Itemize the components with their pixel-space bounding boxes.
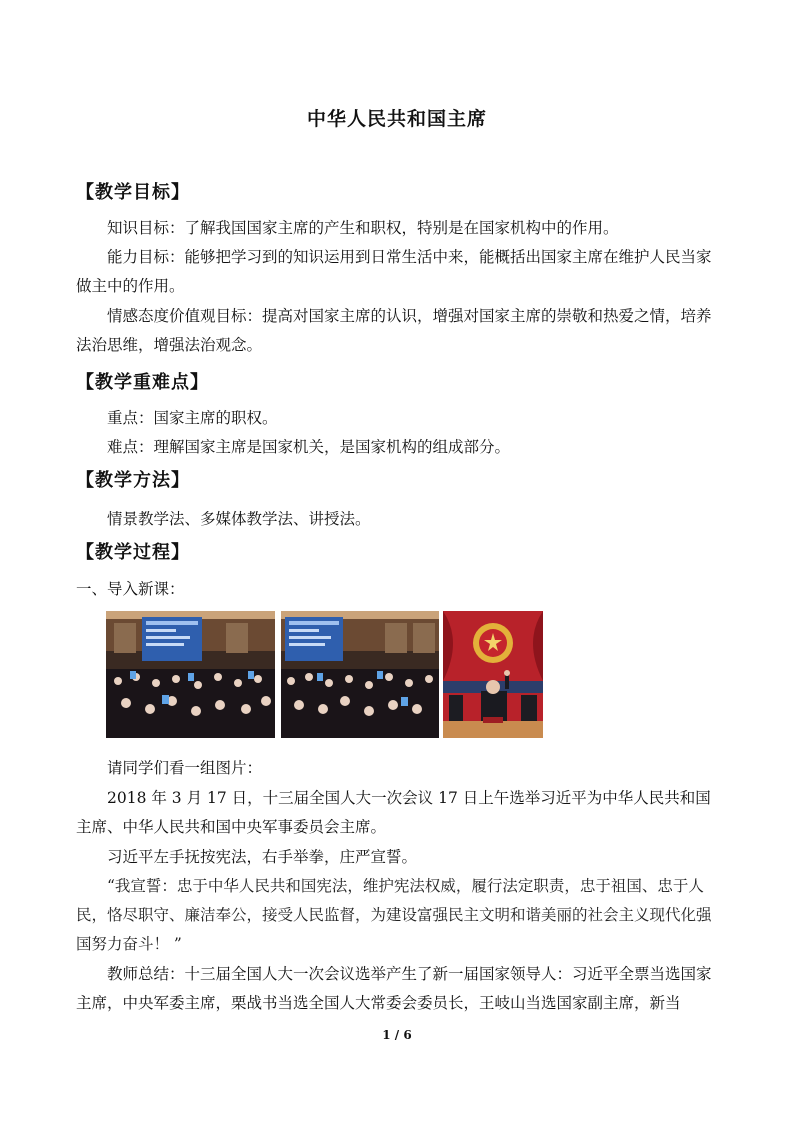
process-paragraph-election: 2018 年 3 月 17 日，十三届全国人大一次会议 17 日上午选举习近平为中华人民共和国主席、中华人民共和国中央军事委员会主席。 (76, 789, 711, 836)
difficulty-point: 难点：理解国家主席是国家机关，是国家机构的组成部分。 (107, 438, 511, 456)
section-heading-objectives: 【教学目标】 (76, 182, 190, 203)
page-number: 1 / 6 (382, 1028, 412, 1042)
key-point: 重点：国家主席的职权。 (107, 409, 278, 427)
process-prompt: 请同学们看一组图片： (107, 759, 263, 777)
document-title: 中华人民共和国主席 (306, 108, 487, 130)
photo-voting-hall-2 (281, 611, 439, 738)
process-teacher-summary: 教师总结：十三届全国人大一次会议选举产生了新一届国家领导人：习近平全票当选国家主席，中央军委主席，栗战书当选全国人大常委会委员长，王岐山当选国家副主席，新当 (76, 965, 712, 1012)
objective-emotion: 情感态度价值观目标：提高对国家主席的认识，增强对国家主席的崇敬和热爱之情，培养法治思维，增强法治观念。 (76, 307, 712, 354)
methods-text: 情景教学法、多媒体教学法、讲授法。 (107, 510, 371, 528)
section-heading-methods: 【教学方法】 (76, 470, 190, 491)
objective-knowledge: 知识目标：了解我国国家主席的产生和职权，特别是在国家机构中的作用。 (107, 219, 619, 237)
section-heading-process: 【教学过程】 (76, 542, 190, 563)
process-oath-quote: “我宣誓：忠于中华人民共和国宪法，维护宪法权威，履行法定职责，忠于祖国、忠于人民，恪尽职守、廉洁奉公，接受人民监督，为建设富强民主文明和谐美丽的社会主义现代化强国努力奋斗！ ” (76, 877, 712, 953)
photo-oath-ceremony (443, 611, 543, 738)
photo-voting-hall-1 (106, 611, 275, 738)
section-heading-key-points: 【教学重难点】 (76, 372, 209, 393)
process-step-1: 一、导入新课： (76, 580, 185, 598)
process-paragraph-oath-gesture: 习近平左手抚按宪法，右手举拳，庄严宣誓。 (107, 848, 418, 866)
objective-ability: 能力目标：能够把学习到的知识运用到日常生活中来，能概括出国家主席在维护人民当家做主中的作用。 (76, 248, 712, 295)
